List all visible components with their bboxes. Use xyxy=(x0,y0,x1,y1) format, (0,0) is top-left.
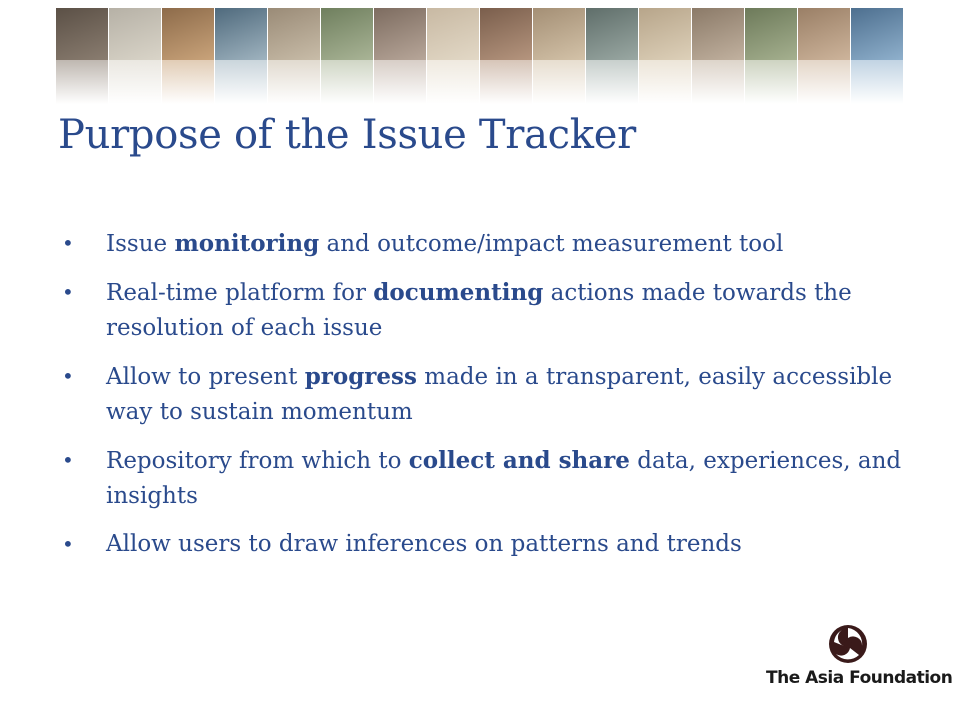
logo-text: The Asia Foundation xyxy=(766,668,953,688)
asia-foundation-logo xyxy=(766,624,953,694)
bullet-emphasis: progress xyxy=(304,363,417,390)
banner-photo xyxy=(798,8,851,104)
bullet-text: actions made towards the resolution of each issue xyxy=(106,280,852,341)
banner-photo xyxy=(162,8,215,104)
bullet-text: data, experiences, and insights xyxy=(106,448,902,509)
banner-photo xyxy=(268,8,321,104)
bullet-emphasis: collect and share xyxy=(408,447,630,474)
bullet-text: made in a transparent, easily accessible way to sustain momentum xyxy=(106,364,893,425)
bullet-emphasis: monitoring xyxy=(174,230,320,257)
bullet-list xyxy=(62,226,902,575)
bullet-dot-icon: • xyxy=(62,448,74,472)
bullet-item xyxy=(62,226,902,262)
bullet-text: Real-time platform for xyxy=(106,280,374,306)
banner-photo xyxy=(533,8,586,104)
banner-photo xyxy=(692,8,745,104)
bullet-text: Repository from which to xyxy=(106,448,409,474)
photo-banner xyxy=(56,8,904,104)
banner-photo xyxy=(639,8,692,104)
bullet-emphasis: documenting xyxy=(373,279,544,306)
slide-title: Purpose of the Issue Tracker xyxy=(58,112,636,158)
bullet-dot-icon: • xyxy=(62,280,74,304)
bullet-text: Allow users to draw inferences on patterns and trends xyxy=(106,531,742,557)
banner-photo xyxy=(109,8,162,104)
bullet-dot-icon: • xyxy=(62,364,74,388)
banner-photo xyxy=(374,8,427,104)
banner-photo xyxy=(56,8,109,104)
asia-foundation-swirl-icon xyxy=(828,624,868,664)
bullet-text: Issue xyxy=(106,231,175,257)
bullet-text: and outcome/impact measurement tool xyxy=(319,231,784,257)
banner-photo xyxy=(586,8,639,104)
banner-photo xyxy=(745,8,798,104)
banner-photo xyxy=(215,8,268,104)
bullet-item xyxy=(62,527,902,562)
bullet-item xyxy=(62,359,902,430)
banner-photo xyxy=(480,8,533,104)
banner-photo xyxy=(427,8,480,104)
bullet-text: Allow to present xyxy=(106,364,305,390)
bullet-dot-icon: • xyxy=(62,231,74,255)
bullet-item xyxy=(62,443,902,514)
bullet-item xyxy=(62,275,902,346)
bullet-dot-icon: • xyxy=(62,532,74,556)
banner-photo xyxy=(851,8,904,104)
banner-photo xyxy=(321,8,374,104)
